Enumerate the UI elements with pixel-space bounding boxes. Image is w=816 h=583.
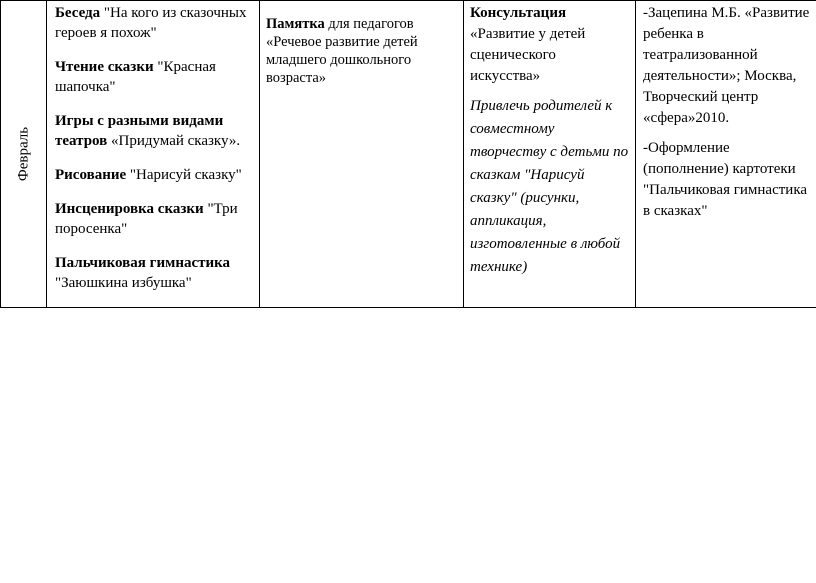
teachers-cell [260, 1, 464, 308]
resources-cell [636, 1, 816, 308]
teachers-note: Памятка для педагогов «Речевое развитие детей младшего дошкольного возраста» [266, 16, 418, 86]
activities-cell [47, 1, 260, 308]
activity-item: Инсценировка сказки "Три поросенка" [55, 201, 238, 237]
month-label: Февраль [15, 126, 31, 182]
month-cell [1, 1, 47, 308]
activity-item: Чтение сказки "Красная шапочка" [55, 59, 216, 95]
activity-item: Игры с разными видами театров «Придумай сказку». [55, 113, 241, 149]
parents-consultation-topic: «Развитие у детей сценического искусства» [470, 26, 586, 84]
parents-cell [464, 1, 636, 308]
resource-item: -Зацепина М.Б. «Развитие ребенка в театрализованной деятельности»; Москва, Творческий центр «сфера»2010. [643, 5, 810, 126]
table-row [1, 1, 816, 308]
activity-item: Пальчиковая гимнастика "Заюшкина избушка" [55, 255, 231, 291]
activity-item: Беседа "На кого из сказочных героев я похож" [55, 5, 247, 41]
activity-item: Рисование "Нарисуй сказку" [55, 167, 242, 183]
resource-item: -Оформление (пополнение) картотеки "Пальчиковая гимнастика в сказках" [643, 140, 808, 219]
parents-consultation-title: Консультация [470, 5, 567, 21]
parents-involvement-note: Привлечь родителей к совместному творчеству с детьми по сказкам "Нарисуй сказку" (рисунки, аппликация, изготовленные в любой технике) [470, 98, 629, 275]
